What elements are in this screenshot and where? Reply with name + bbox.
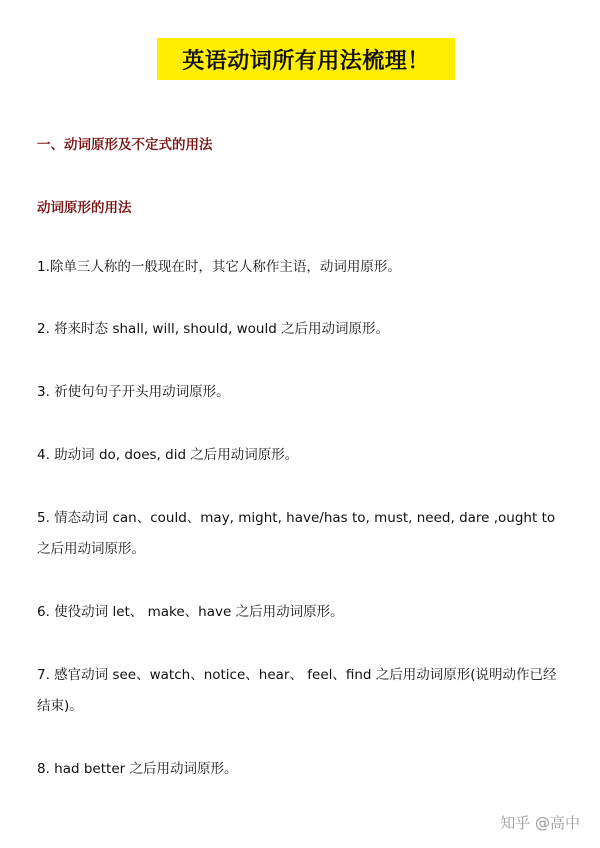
subsection-heading: 动词原形的用法 — [37, 200, 132, 216]
rule-line: 6. 使役动词 let、 make、have 之后用动词原形。 — [37, 604, 344, 620]
rule-line: 之后用动词原形。 — [37, 541, 145, 557]
rule-line: 8. had better 之后用动词原形。 — [37, 761, 238, 777]
rule-line: 7. 感官动词 see、watch、notice、hear、 feel、find 之后用动词原形(说明动作已经 — [37, 667, 557, 683]
section-heading: 一、动词原形及不定式的用法 — [37, 137, 213, 153]
rule-line: 2. 将来时态 shall, will, should, would 之后用动词原形。 — [37, 321, 390, 337]
page-title: 英语动词所有用法梳理！ — [182, 48, 430, 74]
rule-item-7 — [37, 660, 567, 722]
rule-line: 结束)。 — [37, 698, 83, 714]
rule-line: 1.除单三人称的一般现在时，其它人称作主语，动词用原形。 — [37, 259, 401, 275]
rule-item-1 — [37, 252, 567, 283]
rule-line: 5. 情态动词 can、could、may, might, have/has to, must, need, dare ,ought to — [37, 510, 556, 526]
rule-item-6 — [37, 597, 567, 628]
rule-item-2 — [37, 314, 567, 345]
rule-item-8 — [37, 754, 567, 785]
title-banner — [157, 38, 455, 80]
rule-item-5 — [37, 503, 567, 565]
rule-line: 3. 祈使句句子开头用动词原形。 — [37, 384, 230, 400]
rule-item-3 — [37, 377, 567, 408]
rule-item-4 — [37, 440, 567, 471]
rule-line: 4. 助动词 do, does, did 之后用动词原形。 — [37, 447, 299, 463]
watermark: 知乎 @高中 — [500, 814, 580, 832]
